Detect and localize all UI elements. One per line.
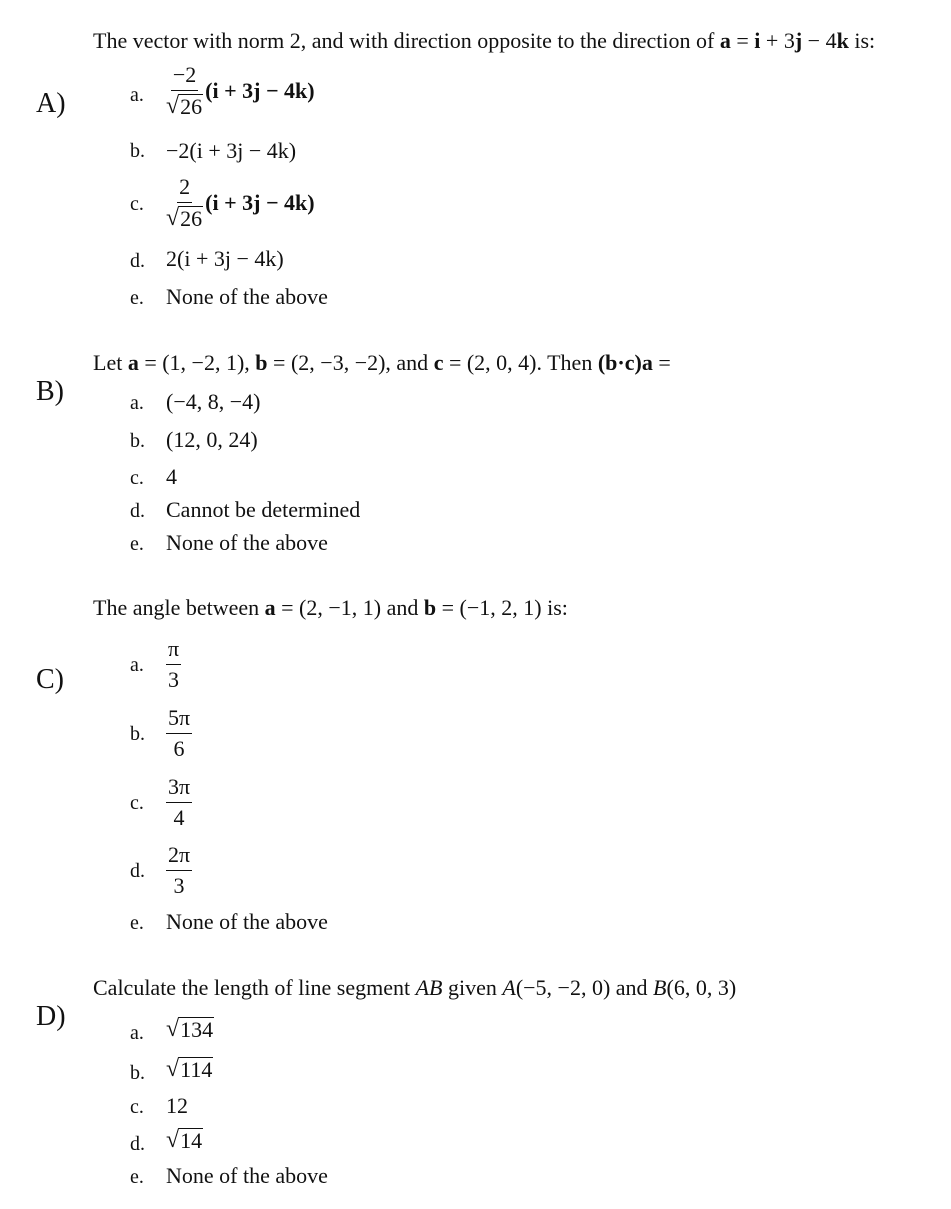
question-label-c: C) xyxy=(36,664,64,695)
stem-and: and xyxy=(610,975,654,1000)
stem-given: given xyxy=(442,975,503,1000)
option-d-answer xyxy=(166,1127,203,1153)
fraction xyxy=(166,62,203,119)
stem-tail: is: xyxy=(541,595,568,620)
stem-and: , and xyxy=(385,350,434,375)
vector-c: c xyxy=(433,350,444,375)
option-rest: (i + 3j − 4k) xyxy=(205,77,315,103)
option-letter: d. xyxy=(130,860,145,882)
point-b: B xyxy=(653,975,667,1000)
fraction: $\frac{\pi}{3}$ xyxy=(168,636,180,692)
option-c-answer xyxy=(166,174,315,231)
option-a-answer: (−4, 8, −4) xyxy=(166,389,261,414)
stem-eq: = xyxy=(652,350,671,375)
option-e-answer: None of the above xyxy=(166,1163,328,1188)
option-c-answer: 12 xyxy=(166,1093,188,1118)
question-label-a: A) xyxy=(36,88,66,119)
fraction: $\frac{2\pi}{3}$ xyxy=(168,842,191,898)
stem-tail: is: xyxy=(848,28,876,53)
option-d-answer xyxy=(166,842,192,899)
question-label-b: B) xyxy=(36,376,64,407)
option-b-answer xyxy=(166,1056,213,1082)
question-label-d: D) xyxy=(36,1001,66,1032)
square-root: √ 114 xyxy=(166,1056,213,1082)
option-letter: a. xyxy=(130,1022,144,1044)
question-c-stem xyxy=(93,595,568,621)
fraction: $\frac{3\pi}{4}$ xyxy=(168,774,191,830)
vector-c-value: = (2, 0, 4) xyxy=(443,350,537,375)
square-root: √ 14 xyxy=(166,1127,203,1153)
option-c-answer: 4 xyxy=(166,464,177,489)
option-b-answer xyxy=(166,705,192,762)
option-letter: a. xyxy=(130,84,144,106)
vector-k: k xyxy=(836,28,849,53)
option-e-answer: None of the above xyxy=(166,909,328,934)
option-letter: c. xyxy=(130,1096,144,1118)
vector-b-value: = (−1, 2, 1) xyxy=(436,595,542,620)
fraction: $\frac{5\pi}{6}$ xyxy=(168,705,191,761)
dot-product-expression: (b·c)a xyxy=(597,350,653,375)
option-letter: b. xyxy=(130,723,145,745)
stem-plus3: + 3 xyxy=(760,28,795,53)
stem-text: Let xyxy=(93,350,128,375)
vector-a-value: = (2, −1, 1) xyxy=(275,595,382,620)
option-letter: c. xyxy=(130,467,144,489)
question-a-stem xyxy=(93,28,875,54)
option-letter: d. xyxy=(130,500,145,522)
option-letter: b. xyxy=(130,430,145,452)
option-letter: b. xyxy=(130,140,145,162)
vector-a: a xyxy=(719,28,731,53)
stem-text: Calculate the length of line segment xyxy=(93,975,416,1000)
option-b-answer: −2(i + 3j − 4k) xyxy=(166,138,297,163)
option-letter: e. xyxy=(130,1166,144,1188)
point-b-value: (6, 0, 3) xyxy=(666,975,737,1000)
vector-b-value: = (2, −3, −2) xyxy=(267,350,386,375)
vector-a: a xyxy=(127,350,139,375)
option-letter: a. xyxy=(130,392,144,414)
square-root: √ 134 xyxy=(166,1016,214,1042)
point-a-value: (−5, −2, 0) xyxy=(515,975,611,1000)
point-a: A xyxy=(502,975,516,1000)
option-d-answer: Cannot be determined xyxy=(166,497,361,522)
option-letter: e. xyxy=(130,287,144,309)
option-c-answer xyxy=(166,774,192,831)
stem-text: The vector with norm 2, and with direction opposite to the direction of xyxy=(93,28,720,53)
stem-then: . Then xyxy=(536,350,598,375)
option-letter: c. xyxy=(130,193,144,215)
option-letter: c. xyxy=(130,792,144,814)
fraction-numerator: −2 xyxy=(171,62,198,91)
vector-b: b xyxy=(423,595,437,620)
option-a-answer xyxy=(166,1016,214,1042)
option-letter: e. xyxy=(130,912,144,934)
option-d-answer: 2(i + 3j − 4k) xyxy=(166,246,284,271)
vector-a: a xyxy=(264,595,276,620)
option-a-answer xyxy=(166,636,181,693)
option-letter: d. xyxy=(130,1133,145,1155)
option-e-answer: None of the above xyxy=(166,284,328,309)
question-d-stem xyxy=(93,975,736,1001)
fraction-numerator: 2 xyxy=(177,174,192,203)
option-letter: d. xyxy=(130,250,145,272)
stem-and: and xyxy=(381,595,424,620)
option-b-answer: (12, 0, 24) xyxy=(166,427,258,452)
square-root: √ 26 xyxy=(166,205,203,231)
vector-a-value: = (1, −2, 1), xyxy=(138,350,256,375)
question-b-stem xyxy=(93,350,671,376)
option-letter: e. xyxy=(130,533,144,555)
vector-b: b xyxy=(255,350,268,375)
fraction xyxy=(166,174,203,231)
option-a-answer xyxy=(166,62,315,119)
stem-minus4: − 4 xyxy=(802,28,837,53)
segment-ab: AB xyxy=(415,975,443,1000)
stem-eq: = xyxy=(730,28,755,53)
option-letter: a. xyxy=(130,654,144,676)
option-e-answer: None of the above xyxy=(166,530,328,555)
option-rest: (i + 3j − 4k) xyxy=(205,189,315,215)
square-root: √ 26 xyxy=(166,93,203,119)
option-letter: b. xyxy=(130,1062,145,1084)
vector-j: j xyxy=(794,28,803,53)
stem-text: The angle between xyxy=(93,595,265,620)
vector-i: i xyxy=(754,28,761,53)
